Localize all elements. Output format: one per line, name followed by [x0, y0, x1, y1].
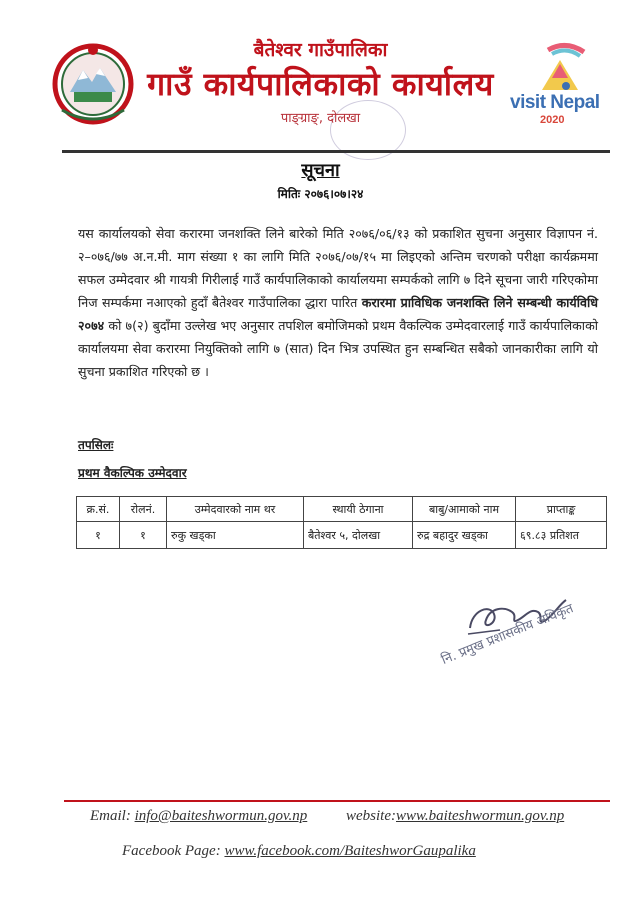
email-label: Email:	[90, 808, 131, 824]
notice-date: मितिः २०७६।०७।२४	[277, 187, 364, 201]
notice-body	[78, 222, 598, 383]
cell-serial: १	[77, 522, 120, 549]
header-address: स्थायी ठेगाना	[304, 497, 413, 522]
notice-body-bold: करारमा प्राविधिक जनशक्ति लिने सम्बन्धी कार्यविधि २०७४	[78, 295, 598, 333]
header-divider	[62, 150, 610, 153]
visit-nepal-year: 2020	[540, 114, 565, 126]
header-roll: रोलनं.	[120, 497, 167, 522]
footer-email	[90, 808, 307, 825]
table-row	[77, 522, 607, 549]
signatory-title: नि. प्रमुख प्रशासकीय अधिकृत	[439, 601, 576, 668]
header-serial: क्र.सं.	[77, 497, 120, 522]
footer-website	[346, 808, 564, 825]
candidate-label: प्रथम वैकल्पिक उम्मेदवार	[78, 466, 187, 480]
footer-divider	[64, 800, 610, 802]
office-address: पाङ्‌ग्राङ्, दोलखा	[280, 111, 361, 126]
header-score: प्राप्ताङ्क	[516, 497, 607, 522]
footer-facebook	[122, 843, 476, 860]
cell-roll: १	[120, 522, 167, 549]
cell-address: बैतेश्वर ५, दोलखा	[304, 522, 413, 549]
website-link[interactable]: www.baiteshwormun.gov.np	[396, 808, 565, 824]
cell-score: ६९.८३ प्रतिशत	[516, 522, 607, 549]
facebook-label: Facebook Page:	[122, 843, 221, 859]
cell-name: रुकु खड्का	[167, 522, 304, 549]
notice-body-part2: को ७(२) बुदाँमा उल्लेख भए अनुसार तपशिल बमोजिमको प्रथम वैकल्पिक उम्मेदवारलाई गाउँ कार्यपालिकाको कार्यालयमा सेवा करारमा नियुक्तिको लागि ७ (सात) दिन भित्र उपस्थित हुन सम्बन्धित सबैको जानकारीका लागि यो सुचना प्रकाशित गरिएको छ ।	[78, 318, 598, 379]
cell-parent: रुद्र बहादुर खड्का	[413, 522, 516, 549]
organization-name: बैतेश्वर गाउँपालिका	[253, 39, 388, 61]
visit-nepal-text: visit Nepal	[510, 92, 600, 113]
website-label: website:	[346, 808, 396, 824]
header-name: उम्मेदवारको नाम थर	[167, 497, 304, 522]
notice-title: सूचना	[301, 160, 340, 181]
table-header-row	[77, 497, 607, 522]
details-label: तपसिलः	[78, 438, 114, 452]
email-link[interactable]: info@baiteshwormun.gov.np	[134, 808, 308, 824]
office-name: गाउँ कार्यपालिकाको कार्यालय	[147, 65, 494, 103]
candidate-table	[76, 496, 607, 549]
facebook-link[interactable]: www.facebook.com/BaiteshworGaupalika	[224, 843, 476, 859]
notice-body-part1: यस कार्यालयको सेवा करारमा जनशक्ति लिने बारेको मिति २०७६/०६/१३ को प्रकाशित सुचना अनुसार विज्ञापन नं. २–०७६/७७ अ.न.मी. माग संख्या १ का लागि मिति २०७६/०७/१५ मा लिइएको अन्तिम चरणको परीक्षा कार्यक्रममा सफल उम्मेदवार श्री गायत्री गिरीलाई गाउँ कार्यपालिकाको कार्यालयमा सम्पर्कको लागि ७ दिने सूचना जारी गरिएकोमा निज सम्पर्कमा नआएको हुदाँ बैतेश्वर गाउँपालिका द्धारा पारित	[78, 226, 598, 310]
header-parent: बाबु/आमाको नाम	[413, 497, 516, 522]
